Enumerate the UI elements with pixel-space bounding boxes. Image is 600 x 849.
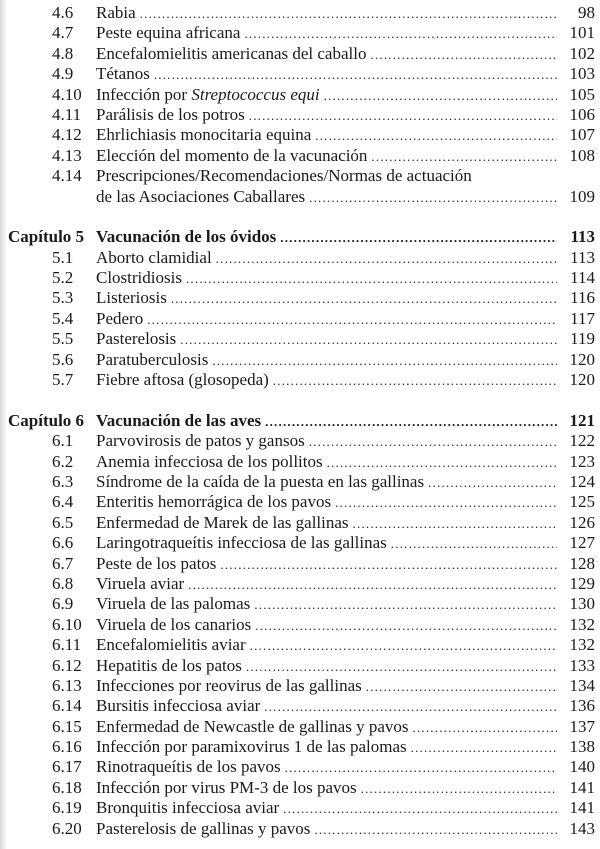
entry-title: Rinotraqueítis de los pavos [96,757,281,777]
entry-page: 132 [569,635,595,655]
entry-title: Anemia infecciosa de los pollitos [96,451,323,471]
toc-entry [8,819,595,839]
toc-entry [8,431,595,451]
entry-number: 5.7 [52,370,74,390]
dot-leader [216,249,557,269]
entry-title: Enfermedad de Newcastle de gallinas y pavos [96,716,409,736]
entry-page: 109 [569,186,595,206]
entry-number: 6.15 [52,716,82,736]
dot-leader [315,126,557,146]
entry-title: Clostridiosis [96,268,182,288]
entry-page: 120 [569,370,595,390]
toc-entry [8,268,595,288]
chapter-entry [8,227,595,247]
dot-leader [244,24,557,44]
entry-page: 129 [569,573,595,593]
entry-page: 134 [569,675,595,695]
toc-entry [8,248,595,268]
entry-page: 132 [569,614,595,634]
entry-page: 119 [570,329,595,349]
table-of-contents [8,3,595,839]
entry-number: 4.12 [52,125,82,145]
entry-title: Infección por Streptococcus equi [96,84,320,104]
dot-leader [264,697,557,717]
toc-entry-continuation [8,187,595,207]
dot-leader [171,289,557,309]
entry-page: 107 [569,125,595,145]
entry-page: 123 [569,451,595,471]
entry-number: 5.5 [52,329,74,349]
entry-page: 125 [569,492,595,512]
dot-leader [280,228,557,248]
dot-leader [327,453,557,473]
entry-number: 6.1 [52,431,74,451]
dot-leader [250,636,557,656]
chapter-entry [8,411,595,431]
toc-entry [8,757,595,777]
entry-page: 98 [578,3,595,22]
entry-number: 5.6 [52,349,74,369]
toc-entry [8,513,595,533]
dot-leader [309,188,557,208]
toc-entry [8,554,595,574]
entry-title: Peste de los patos [96,553,217,573]
entry-page: 137 [569,716,595,736]
entry-page: 120 [569,349,595,369]
entry-title: Paratuberculosis [96,349,209,369]
toc-entry [8,798,595,818]
dot-leader [324,86,557,106]
entry-title: Encefalomielitis americanas del caballo [96,43,367,63]
toc-entry [8,594,595,614]
dot-leader [186,269,557,289]
entry-number: 4.14 [52,166,82,186]
toc-entry [8,23,595,43]
toc-entry [8,656,595,676]
entry-page: 113 [570,227,595,247]
dot-leader [254,595,557,615]
entry-title: Prescripciones/Recomendaciones/Normas de actuación [96,166,472,186]
toc-entry [8,696,595,716]
toc-entry [8,615,595,635]
entry-title: Infección por virus PM-3 de los pavos [96,777,357,797]
entry-title: Fiebre aftosa (glosopeda) [96,370,269,390]
entry-title-line2: de las Asociaciones Caballares [96,186,306,206]
entry-page: 133 [569,655,595,675]
entry-number: 5.3 [52,288,74,308]
dot-leader [285,758,557,778]
entry-number: Capítulo 5 [8,227,85,247]
entry-page: 101 [569,23,595,43]
entry-page: 121 [569,410,595,430]
entry-page: 136 [569,696,595,716]
toc-entry [8,166,595,186]
entry-page: 113 [570,247,595,267]
dot-leader [428,473,557,493]
entry-number: 4.9 [52,64,74,84]
entry-title: Tétanos [96,64,150,84]
dot-leader [353,514,557,534]
toc-entry [8,533,595,553]
dot-leader [249,106,557,126]
entry-number: 4.7 [52,23,74,43]
toc-entry [8,492,595,512]
dot-leader [391,534,557,554]
entry-number: Capítulo 6 [8,410,85,430]
toc-entry [8,329,595,349]
toc-entry [8,350,595,370]
toc-entry [8,676,595,696]
entry-page: 124 [569,471,595,491]
toc-entry [8,105,595,125]
entry-number: 6.8 [52,573,74,593]
entry-page: 114 [570,268,595,288]
entry-number: 4.10 [52,84,82,104]
entry-title: Pasterelosis [96,329,177,349]
entry-title: Vacunación de las aves [96,410,262,430]
entry-page: 141 [569,777,595,797]
dot-leader [273,371,557,391]
dot-leader [314,820,557,840]
toc-entry [8,3,595,23]
toc-entry [8,64,595,84]
entry-title: Hepatitis de los patos [96,655,242,675]
entry-number: 5.4 [52,308,74,328]
entry-title: Viruela de las palomas [96,594,251,614]
entry-number: 6.3 [52,471,74,491]
entry-number: 6.13 [52,675,82,695]
entry-number: 6.5 [52,512,74,532]
toc-entry [8,452,595,472]
entry-title: Enteritis hemorrágica de los pavos [96,492,332,512]
dot-leader [154,65,557,85]
entry-number: 6.20 [52,818,82,838]
dot-leader [366,677,557,697]
entry-title: Elección del momento de la vacunación [96,145,368,165]
entry-title: Bronquitis infecciosa aviar [96,798,280,818]
entry-number: 6.4 [52,492,74,512]
dot-leader [140,4,557,24]
dot-leader [255,616,557,636]
entry-number: 6.18 [52,777,82,797]
entry-title: Vacunación de los óvidos [96,227,277,247]
entry-title: Pedero [96,308,144,328]
entry-number: 6.9 [52,594,74,614]
entry-number: 6.16 [52,737,82,757]
entry-page: 117 [570,308,595,328]
toc-entry [8,309,595,329]
entry-page: 108 [569,145,595,165]
dot-leader [411,738,557,758]
entry-title-italic: Streptococcus equi [191,84,320,104]
entry-title: Ehrlichiasis monocitaria equina [96,125,312,145]
entry-page: 102 [569,43,595,63]
toc-entry [8,737,595,757]
entry-number: 6.6 [52,533,74,553]
entry-number: 6.17 [52,757,82,777]
entry-title: Síndrome de la caída de la puesta en las gallinas [96,471,425,491]
dot-leader [220,555,557,575]
dot-leader [180,330,557,350]
entry-title: Rabia [96,3,136,22]
entry-title: Encefalomielitis aviar [96,635,246,655]
entry-page: 106 [569,104,595,124]
dot-leader [361,779,557,799]
entry-page: 127 [569,533,595,553]
entry-page: 140 [569,757,595,777]
dot-leader [147,310,557,330]
entry-page: 105 [569,84,595,104]
entry-title: Viruela de los canarios [96,614,252,634]
toc-entry [8,778,595,798]
entry-page: 126 [569,512,595,532]
entry-title: Listeriosis [96,288,167,308]
page-edge-shadow [0,0,7,849]
entry-title: Aborto clamidial [96,247,212,267]
entry-number: 6.10 [52,614,82,634]
entry-title: Parálisis de los potros [96,104,245,124]
entry-page: 116 [570,288,595,308]
dot-leader [371,147,557,167]
entry-title: Enfermedad de Marek de las gallinas [96,512,349,532]
entry-title: Laringotraqueítis infecciosa de las gallinas [96,533,387,553]
entry-number: 6.7 [52,553,74,573]
toc-entry [8,288,595,308]
entry-page: 122 [569,431,595,451]
entry-page: 143 [569,818,595,838]
spacer [8,207,595,227]
dot-leader [265,412,557,432]
entry-page: 103 [569,64,595,84]
entry-number: 6.2 [52,451,74,471]
entry-page: 128 [569,553,595,573]
toc-entry [8,44,595,64]
entry-title: Pasterelosis de gallinas y pavos [96,818,311,838]
entry-title: Peste equina africana [96,23,241,43]
dot-leader [335,493,557,513]
spacer [8,390,595,410]
toc-entry [8,574,595,594]
entry-number: 6.19 [52,798,82,818]
entry-page: 141 [569,798,595,818]
entry-title: Viruela aviar [96,573,185,593]
toc-entry [8,125,595,145]
dot-leader [283,799,557,819]
toc-entry [8,370,595,390]
toc-entry [8,472,595,492]
entry-number: 4.13 [52,145,82,165]
entry-number: 5.2 [52,268,74,288]
entry-title: Bursitis infecciosa aviar [96,696,261,716]
entry-page: 138 [569,737,595,757]
toc-entry [8,85,595,105]
entry-title: Infecciones por reovirus de las gallinas [96,675,362,695]
entry-title: Infección por paramixovirus 1 de las palomas [96,737,407,757]
entry-page: 130 [569,594,595,614]
dot-leader [309,432,557,452]
entry-number: 4.6 [52,3,74,22]
toc-entry [8,635,595,655]
dot-leader [413,718,558,738]
entry-title: Parvovirosis de patos y gansos [96,431,305,451]
dot-leader [246,657,557,677]
entry-number: 5.1 [52,247,74,267]
toc-entry [8,717,595,737]
dot-leader [212,351,557,371]
toc-entry [8,146,595,166]
entry-number: 6.12 [52,655,82,675]
entry-number: 4.8 [52,43,74,63]
dot-leader [370,45,557,65]
entry-number: 6.14 [52,696,82,716]
entry-number: 6.11 [52,635,82,655]
entry-number: 4.11 [52,104,82,124]
dot-leader [188,575,557,595]
